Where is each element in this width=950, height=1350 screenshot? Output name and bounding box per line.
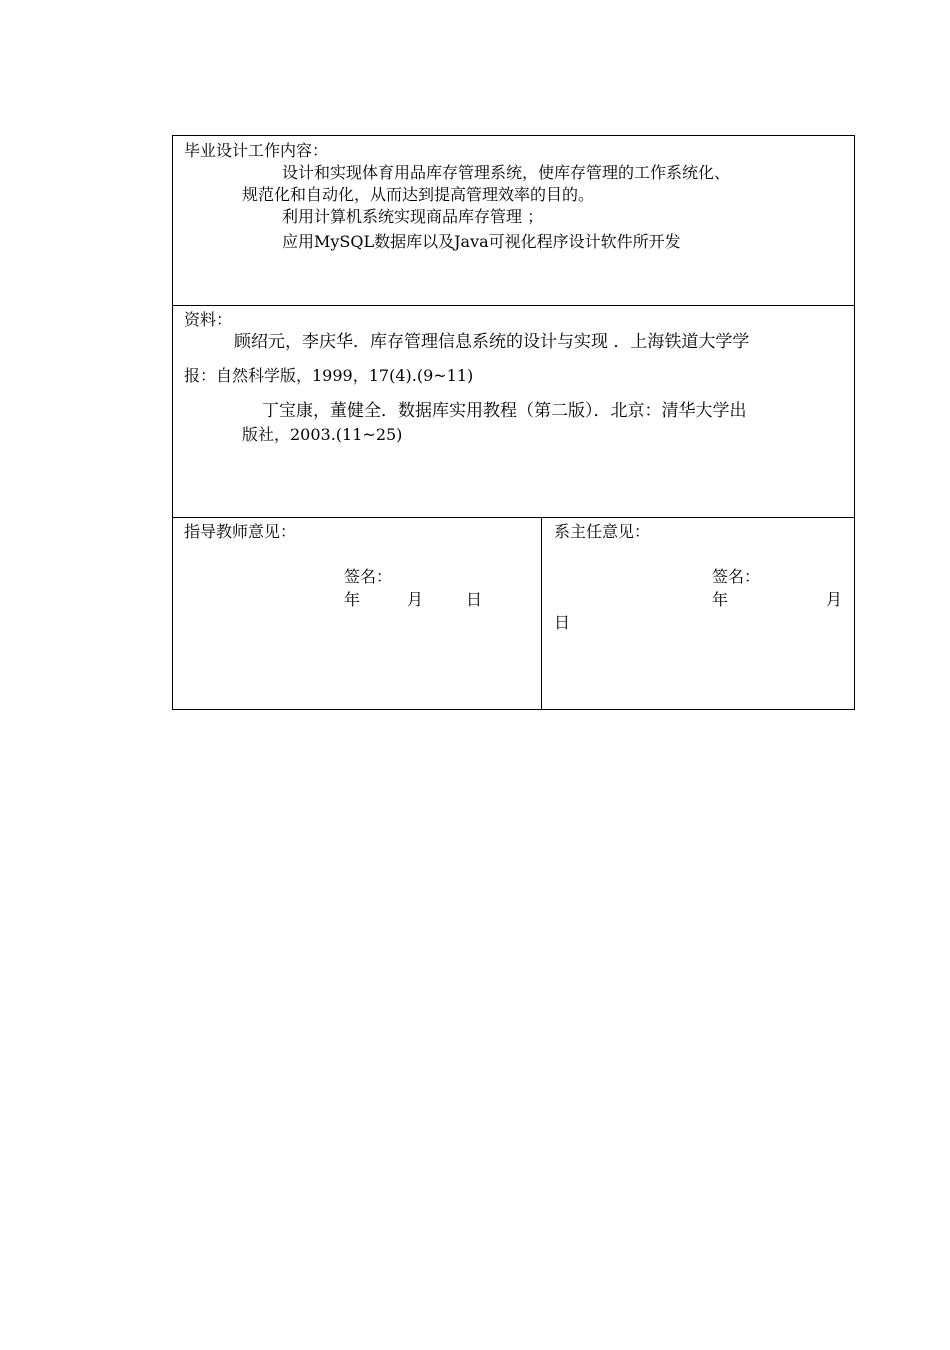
director-date-year: 年 [712, 590, 729, 609]
advisor-date-month: 月 [407, 590, 424, 609]
reference-2-line2: 版社，2003.(11~25) [242, 425, 403, 444]
advisor-opinion-label: 指导教师意见： [184, 522, 297, 541]
advisor-signature-label: 签名： [344, 567, 393, 586]
work-content-label: 毕业设计工作内容： [184, 141, 329, 160]
advisor-opinion-cell [173, 518, 542, 709]
references-label: 资料： [184, 310, 233, 329]
work-content-section [173, 136, 854, 306]
opinions-section [173, 518, 854, 709]
work-content-line3: 利用计算机系统实现商品库存管理 ； [282, 207, 544, 226]
work-content-line1: 设计和实现体育用品库存管理系统，使库存管理的工作系统化、 [282, 163, 731, 182]
director-opinion-cell [542, 518, 854, 709]
director-opinion-label: 系主任意见： [554, 522, 651, 541]
references-section [173, 306, 854, 518]
advisor-date-year: 年 [344, 590, 361, 609]
reference-1-line1: 顾绍元，李庆华．库存管理信息系统的设计与实现 ．上海铁道大学学 [234, 332, 750, 352]
thesis-form-table [172, 135, 855, 710]
reference-2-line1: 丁宝康，董健全．数据库实用教程（第二版）．北京：清华大学出 [262, 401, 747, 421]
director-date-month: 月 [826, 590, 843, 609]
reference-1-line2: 报：自然科学版，1999，17(4).(9~11) [184, 366, 474, 385]
work-content-line4: 应用MySQL数据库以及Java可视化程序设计软件所开发 [282, 232, 681, 251]
advisor-date-day: 日 [466, 590, 483, 609]
work-content-line2: 规范化和自动化，从而达到提高管理效率的目的。 [242, 185, 595, 204]
director-signature-label: 签名： [712, 567, 761, 586]
director-date-day: 日 [554, 613, 571, 632]
